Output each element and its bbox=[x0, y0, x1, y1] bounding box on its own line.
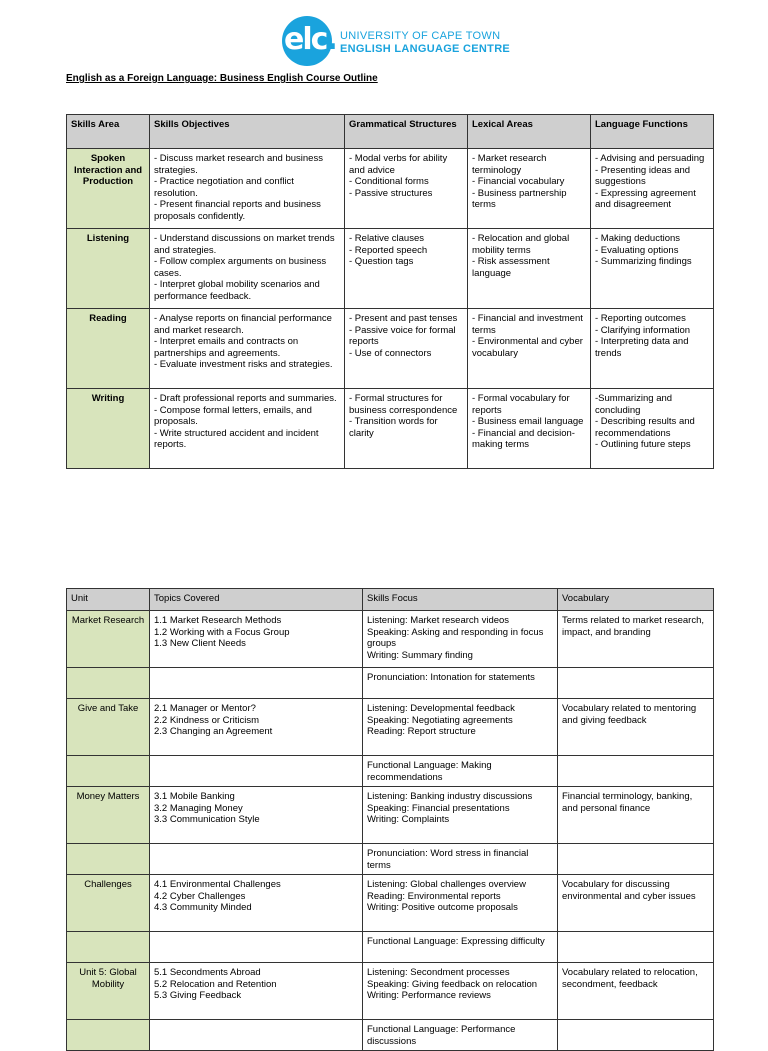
skill-area-cell: Reading bbox=[67, 309, 150, 389]
skill-area-cell: Listening bbox=[67, 229, 150, 309]
functions-cell: - Reporting outcomes - Clarifying information - Interpreting data and trends bbox=[591, 309, 714, 389]
vocabulary-cell: Terms related to market research, impact, and branding bbox=[558, 611, 714, 668]
outline-row bbox=[67, 309, 714, 389]
functions-cell: - Making deductions - Evaluating options - Summarizing findings bbox=[591, 229, 714, 309]
unit-extra-row bbox=[67, 668, 714, 699]
outline-header-cell: Lexical Areas bbox=[468, 115, 591, 149]
units-header-cell: Skills Focus bbox=[363, 589, 558, 611]
vocabulary-cell-empty bbox=[558, 932, 714, 963]
lexical-cell: - Market research terminology - Financial vocabulary - Business partnership terms bbox=[468, 149, 591, 229]
outline-row bbox=[67, 229, 714, 309]
centre-name: ENGLISH LANGUAGE CENTRE bbox=[340, 43, 511, 55]
topics-cell-empty bbox=[150, 668, 363, 699]
outline-header-row bbox=[67, 115, 714, 149]
vocabulary-cell-empty bbox=[558, 756, 714, 787]
extra-focus-cell: Functional Language: Performance discussions bbox=[363, 1020, 558, 1051]
unit-row bbox=[67, 699, 714, 756]
vocabulary-cell: Vocabulary related to relocation, secondment, feedback bbox=[558, 963, 714, 1020]
units-header-row bbox=[67, 589, 714, 611]
skills-focus-cell: Listening: Banking industry discussions Speaking: Financial presentations Writing: Complaints bbox=[363, 787, 558, 844]
vocabulary-cell: Vocabulary related to mentoring and giving feedback bbox=[558, 699, 714, 756]
unit-name-cell: Give and Take bbox=[67, 699, 150, 756]
unit-name-cell: Money Matters bbox=[67, 787, 150, 844]
unit-row bbox=[67, 963, 714, 1020]
grammar-cell: - Relative clauses - Reported speech - Question tags bbox=[345, 229, 468, 309]
topics-cell-empty bbox=[150, 756, 363, 787]
unit-name-cell-empty bbox=[67, 844, 150, 875]
unit-row bbox=[67, 875, 714, 932]
extra-focus-cell: Pronunciation: Intonation for statements bbox=[363, 668, 558, 699]
grammar-cell: - Modal verbs for ability and advice - Conditional forms - Passive structures bbox=[345, 149, 468, 229]
topics-cell: 5.1 Secondments Abroad 5.2 Relocation and Retention 5.3 Giving Feedback bbox=[150, 963, 363, 1020]
objectives-cell: - Understand discussions on market trends and strategies. - Follow complex arguments on business cases. - Interpret global mobility scenarios and performance feedback. bbox=[150, 229, 345, 309]
unit-name-cell-empty bbox=[67, 932, 150, 963]
elc-logo-text: elc. bbox=[284, 22, 336, 57]
extra-focus-cell: Functional Language: Expressing difficulty bbox=[363, 932, 558, 963]
skills-focus-cell: Listening: Developmental feedback Speaking: Negotiating agreements Reading: Report structure bbox=[363, 699, 558, 756]
unit-name-cell-empty bbox=[67, 668, 150, 699]
unit-name-cell: Unit 5: Global Mobility bbox=[67, 963, 150, 1020]
outline-row bbox=[67, 389, 714, 469]
vocabulary-cell: Financial terminology, banking, and personal finance bbox=[558, 787, 714, 844]
vocabulary-cell-empty bbox=[558, 668, 714, 699]
unit-name-cell-empty bbox=[67, 756, 150, 787]
unit-row bbox=[67, 787, 714, 844]
unit-name-cell-empty bbox=[67, 1020, 150, 1051]
lexical-cell: - Financial and investment terms - Environmental and cyber vocabulary bbox=[468, 309, 591, 389]
unit-name-cell: Challenges bbox=[67, 875, 150, 932]
skill-area-cell: Writing bbox=[67, 389, 150, 469]
objectives-cell: - Discuss market research and business strategies. - Practice negotiation and conflict resolution. - Present financial reports and business proposals confidently. bbox=[150, 149, 345, 229]
outline-header-cell: Skills Area bbox=[67, 115, 150, 149]
functions-cell: -Summarizing and concluding - Describing results and recommendations - Outlining future steps bbox=[591, 389, 714, 469]
unit-name-cell: Market Research bbox=[67, 611, 150, 668]
vocabulary-cell: Vocabulary for discussing environmental and cyber issues bbox=[558, 875, 714, 932]
extra-focus-cell: Functional Language: Making recommendations bbox=[363, 756, 558, 787]
units-header-cell: Topics Covered bbox=[150, 589, 363, 611]
units-header-cell: Vocabulary bbox=[558, 589, 714, 611]
unit-extra-row bbox=[67, 756, 714, 787]
units-header-cell: Unit bbox=[67, 589, 150, 611]
vocabulary-cell-empty bbox=[558, 844, 714, 875]
university-name: UNIVERSITY OF CAPE TOWN bbox=[340, 30, 501, 42]
functions-cell: - Advising and persuading - Presenting ideas and suggestions - Expressing agreement and disagreement bbox=[591, 149, 714, 229]
course-outline-table bbox=[66, 114, 714, 469]
topics-cell: 3.1 Mobile Banking 3.2 Managing Money 3.3 Communication Style bbox=[150, 787, 363, 844]
topics-cell: 4.1 Environmental Challenges 4.2 Cyber Challenges 4.3 Community Minded bbox=[150, 875, 363, 932]
topics-cell-empty bbox=[150, 1020, 363, 1051]
skill-area-cell: Spoken Interaction and Production bbox=[67, 149, 150, 229]
unit-extra-row bbox=[67, 844, 714, 875]
outline-header-cell: Grammatical Structures bbox=[345, 115, 468, 149]
skills-focus-cell: Listening: Market research videos Speaking: Asking and responding in focus groups Writing: Summary finding bbox=[363, 611, 558, 668]
document-title: English as a Foreign Language: Business English Course Outline bbox=[66, 73, 378, 84]
lexical-cell: - Formal vocabulary for reports - Business email language - Financial and decision-making terms bbox=[468, 389, 591, 469]
header bbox=[282, 16, 522, 72]
topics-cell-empty bbox=[150, 932, 363, 963]
objectives-cell: - Analyse reports on financial performance and market research. - Interpret emails and contracts on partnerships and agreements. - Evaluate investment risks and strategies. bbox=[150, 309, 345, 389]
outline-header-cell: Skills Objectives bbox=[150, 115, 345, 149]
topics-cell-empty bbox=[150, 844, 363, 875]
vocabulary-cell-empty bbox=[558, 1020, 714, 1051]
topics-cell: 2.1 Manager or Mentor? 2.2 Kindness or Criticism 2.3 Changing an Agreement bbox=[150, 699, 363, 756]
skills-focus-cell: Listening: Secondment processes Speaking: Giving feedback on relocation Writing: Performance reviews bbox=[363, 963, 558, 1020]
grammar-cell: - Present and past tenses - Passive voice for formal reports - Use of connectors bbox=[345, 309, 468, 389]
unit-extra-row bbox=[67, 932, 714, 963]
skills-focus-cell: Listening: Global challenges overview Reading: Environmental reports Writing: Positive outcome proposals bbox=[363, 875, 558, 932]
outline-header-cell: Language Functions bbox=[591, 115, 714, 149]
grammar-cell: - Formal structures for business correspondence - Transition words for clarity bbox=[345, 389, 468, 469]
extra-focus-cell: Pronunciation: Word stress in financial terms bbox=[363, 844, 558, 875]
unit-row bbox=[67, 611, 714, 668]
outline-row bbox=[67, 149, 714, 229]
objectives-cell: - Draft professional reports and summaries. - Compose formal letters, emails, and proposals. - Write structured accident and incident reports. bbox=[150, 389, 345, 469]
unit-extra-row bbox=[67, 1020, 714, 1051]
lexical-cell: - Relocation and global mobility terms - Risk assessment language bbox=[468, 229, 591, 309]
units-table bbox=[66, 588, 714, 1051]
topics-cell: 1.1 Market Research Methods 1.2 Working with a Focus Group 1.3 New Client Needs bbox=[150, 611, 363, 668]
